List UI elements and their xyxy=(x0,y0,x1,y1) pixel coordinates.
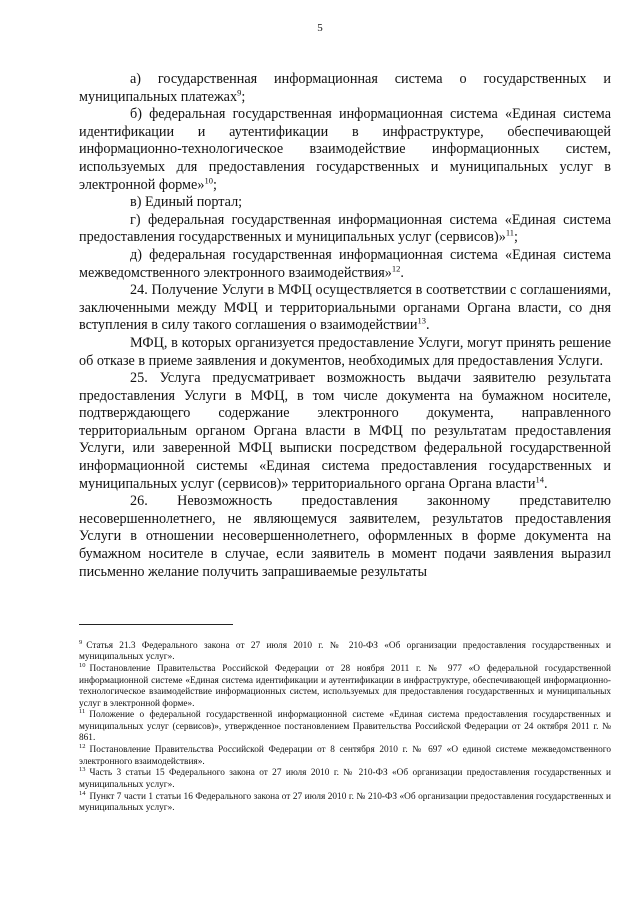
footnote-ref[interactable]: 11 xyxy=(505,227,514,238)
paragraph-text: в) Единый портал; xyxy=(130,194,243,211)
footnote-text: Часть 3 статьи 15 Федерального закона от 27 июля 2010 г. № 210-ФЗ «Об организации предоставления государственных и муниципальных услуг». xyxy=(79,768,611,790)
paragraph-text: 24. Получение Услуги в МФЦ осуществляется в соответствии с соглашениями, заключенными между МФЦ и территориальными органами Органа власти, со дня вступления в силу такого соглашения о взаимодействии xyxy=(79,282,611,334)
footnote-number: 10 xyxy=(79,662,86,670)
footnote xyxy=(79,789,611,815)
paragraph-mfc-refusal xyxy=(79,335,611,370)
paragraph-tail: . xyxy=(543,475,548,492)
paragraph-tail: ; xyxy=(241,88,246,105)
footnote xyxy=(79,745,611,768)
paragraph-text: МФЦ, в которых организуется предоставление Услуги, могут принять решение об отказе в приеме заявления и документов, необходимых для предоставления Услуги. xyxy=(79,334,611,369)
paragraph-tail: . xyxy=(400,264,404,281)
footnote xyxy=(79,710,611,744)
footnote-text: Статья 21.3 Федерального закона от 27 июля 2010 г. № 210-ФЗ «Об организации предоставления государственных и муниципальных услуг». xyxy=(79,641,611,663)
paragraph-tail: ; xyxy=(212,176,217,193)
paragraph-25 xyxy=(79,370,611,493)
paragraph-text: б) федеральная государственная информационная система «Единая система идентификации и аутентификации в инфраструктуре, обеспечивающей информационно-технологическое взаимодействие информационных систем, используемых для предоставления государственных и муниципальных услуг в электронной форме» xyxy=(79,106,611,193)
paragraph-item-v xyxy=(79,194,611,212)
footnote-number: 13 xyxy=(79,766,86,774)
footnote-number: 9 xyxy=(79,638,83,646)
footnote-ref[interactable]: 12 xyxy=(391,262,401,273)
paragraph-item-d xyxy=(79,247,611,282)
footnote-number: 12 xyxy=(79,743,86,751)
paragraph-tail: ; xyxy=(514,229,518,246)
footnote-text: Постановление Правительства Российской Федерации от 8 сентября 2010 г. № 697 «О единой системе межведомственного электронного взаимодействия». xyxy=(79,745,611,767)
paragraph-item-a xyxy=(79,71,611,106)
paragraph-text: а) государственная информационная система о государственных и муниципальных платежах xyxy=(79,71,611,105)
paragraph-item-b xyxy=(79,106,611,194)
footnote-text: Положение о федеральной государственной информационной системе «Единая система предоставления государственных и муниципальных услуг (сервисов)», утвержденное постановлением Правительства Российской Федерации от 24 октября 2011 г. № 861. xyxy=(79,710,611,744)
footnote-separator xyxy=(79,624,233,625)
paragraph-26 xyxy=(79,493,611,581)
footnote-number: 14 xyxy=(79,789,86,797)
footnote xyxy=(79,664,611,710)
footnote xyxy=(79,768,611,791)
footnotes xyxy=(79,638,611,815)
footnote xyxy=(79,638,611,664)
paragraph-tail: . xyxy=(425,317,430,334)
paragraph-text: 26. Невозможность предоставления законному представителю несовершеннолетнего, не являющемуся заявителем, результатов предоставления Услуги в отношении несовершеннолетнего, оформленных в форме документа на бумажном носителе в случае, если заявитель в момент подачи заявления выразил письменно желание получить запрашиваемые результаты xyxy=(79,493,611,580)
footnote-ref[interactable]: 13 xyxy=(417,315,426,326)
paragraph-text: 25. Услуга предусматривает возможность выдачи заявителю результата предоставления Услуги в МФЦ, в том числе документа на бумажном носителе, подтверждающего содержание электронного документа, направленного территориальным органом Органа власти в МФЦ по результатам предоставления Услуги, или заверенной МФЦ выписки посредством федеральной государственной информационной системы «Единая система предоставления государственных и муниципальных услуг (сервисов)» территориального органа Органа власти xyxy=(79,370,611,492)
footnote-ref[interactable]: 9 xyxy=(237,86,242,97)
paragraph-text: д) федеральная государственная информационная система «Единая система межведомственного электронного взаимодействия» xyxy=(79,246,611,281)
paragraph-item-g xyxy=(79,212,611,247)
footnote-number: 11 xyxy=(79,708,86,716)
paragraph-text: г) федеральная государственная информационная система «Единая система предоставления государственных и муниципальных услуг (сервисов)» xyxy=(79,211,611,246)
footnote-text: Пункт 7 части 1 статьи 16 Федерального закона от 27 июля 2010 г. № 210-ФЗ «Об организации предоставления государственных и муниципальных услуг». xyxy=(79,791,611,814)
paragraph-24 xyxy=(79,282,611,335)
footnote-ref[interactable]: 10 xyxy=(204,174,213,185)
page-number: 5 xyxy=(317,22,323,34)
footnote-text: Постановление Правительства Российской Федерации от 28 ноября 2011 г. № 977 «О федеральной государственной информационной системе «Единая система идентификации и аутентификации в инфраструктуре, обеспечивающей информационно-технологическое взаимодействие информационных систем, используемых для предоставления государственных и муниципальных услуг в электронной форме». xyxy=(79,664,611,709)
document-body xyxy=(79,71,611,581)
footnote-ref[interactable]: 14 xyxy=(535,473,544,484)
